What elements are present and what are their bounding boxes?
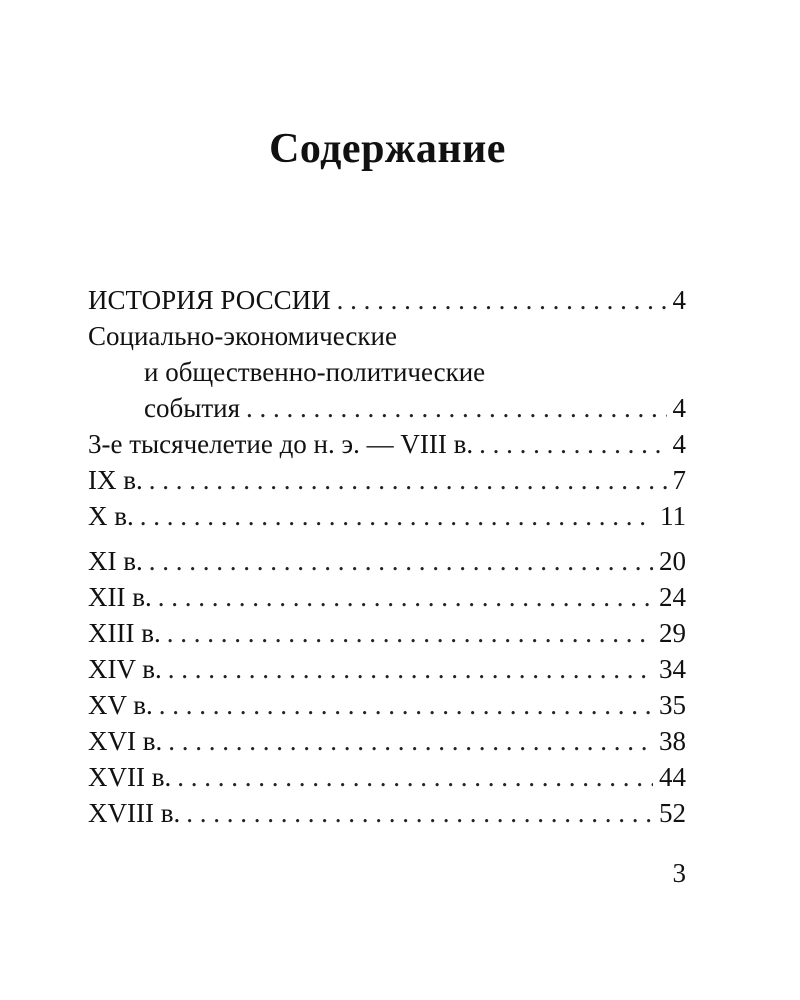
toc-entry-page: 35 <box>659 690 686 720</box>
page-title: Содержание <box>269 126 506 172</box>
toc-entry <box>88 615 686 651</box>
toc-leader-dots <box>177 759 653 795</box>
toc-entry-title: ИСТОРИЯ РОССИИ <box>88 285 331 315</box>
toc-entry-title: XV в. <box>88 690 153 720</box>
toc-entry <box>88 651 686 687</box>
toc-entry-title: XIII в. <box>88 618 161 648</box>
toc-entry-page: 52 <box>659 798 686 828</box>
toc-entry-page: 44 <box>659 762 686 792</box>
toc-entry-page: 4 <box>672 393 686 423</box>
toc-leader-dots <box>167 615 653 651</box>
toc-entry-page: 4 <box>672 429 686 459</box>
toc-leader-dots <box>149 543 653 579</box>
toc-entry-page: 24 <box>659 582 686 612</box>
toc-entry-title: XI в. <box>88 546 143 576</box>
toc-entry <box>88 579 686 615</box>
toc-leader-dots <box>149 462 667 498</box>
table-of-contents <box>88 282 686 831</box>
toc-leader-dots <box>158 579 653 615</box>
toc-entry <box>88 759 686 795</box>
toc-entry-title: XII в. <box>88 582 152 612</box>
toc-entry <box>88 543 686 579</box>
toc-entry-page: 4 <box>672 285 686 315</box>
toc-entry-page: 29 <box>659 618 686 648</box>
toc-entry-title-line: и общественно-политические <box>144 357 486 387</box>
toc-entry-title: XVI в. <box>88 726 163 756</box>
toc-leader-dots <box>140 498 654 534</box>
toc-entry-title-line: Социально-экономические <box>88 321 397 351</box>
toc-entry-title: XVIII в. <box>88 798 181 828</box>
toc-leader-dots <box>186 795 653 831</box>
toc-leader-dots <box>337 282 667 318</box>
toc-entry-page: 11 <box>660 501 686 531</box>
toc-entry-title: 3-е тысячелетие до н. э. — VIII в. <box>88 429 474 459</box>
page-number: 3 <box>672 858 686 888</box>
toc-leader-dots <box>168 723 653 759</box>
toc-leader-dots <box>479 426 666 462</box>
toc-entry <box>88 282 686 318</box>
toc-entry-page: 20 <box>659 546 686 576</box>
toc-entry-page: 34 <box>659 654 686 684</box>
toc-entry-page: 7 <box>672 465 686 495</box>
toc-entry-title: IX в. <box>88 465 143 495</box>
toc-entry-title: события <box>144 393 241 423</box>
toc-leader-dots <box>159 687 653 723</box>
toc-entry <box>88 390 686 426</box>
toc-entry-page: 38 <box>659 726 686 756</box>
toc-entry <box>88 687 686 723</box>
toc-entry-title: XIV в. <box>88 654 162 684</box>
toc-leader-dots <box>246 390 666 426</box>
toc-entry <box>88 426 686 462</box>
toc-entry <box>88 723 686 759</box>
toc-leader-dots <box>168 651 653 687</box>
toc-entry <box>88 462 686 498</box>
toc-entry <box>88 498 686 534</box>
toc-entry-title: XVII в. <box>88 762 172 792</box>
toc-entry-title: X в. <box>88 501 134 531</box>
toc-entry <box>88 795 686 831</box>
